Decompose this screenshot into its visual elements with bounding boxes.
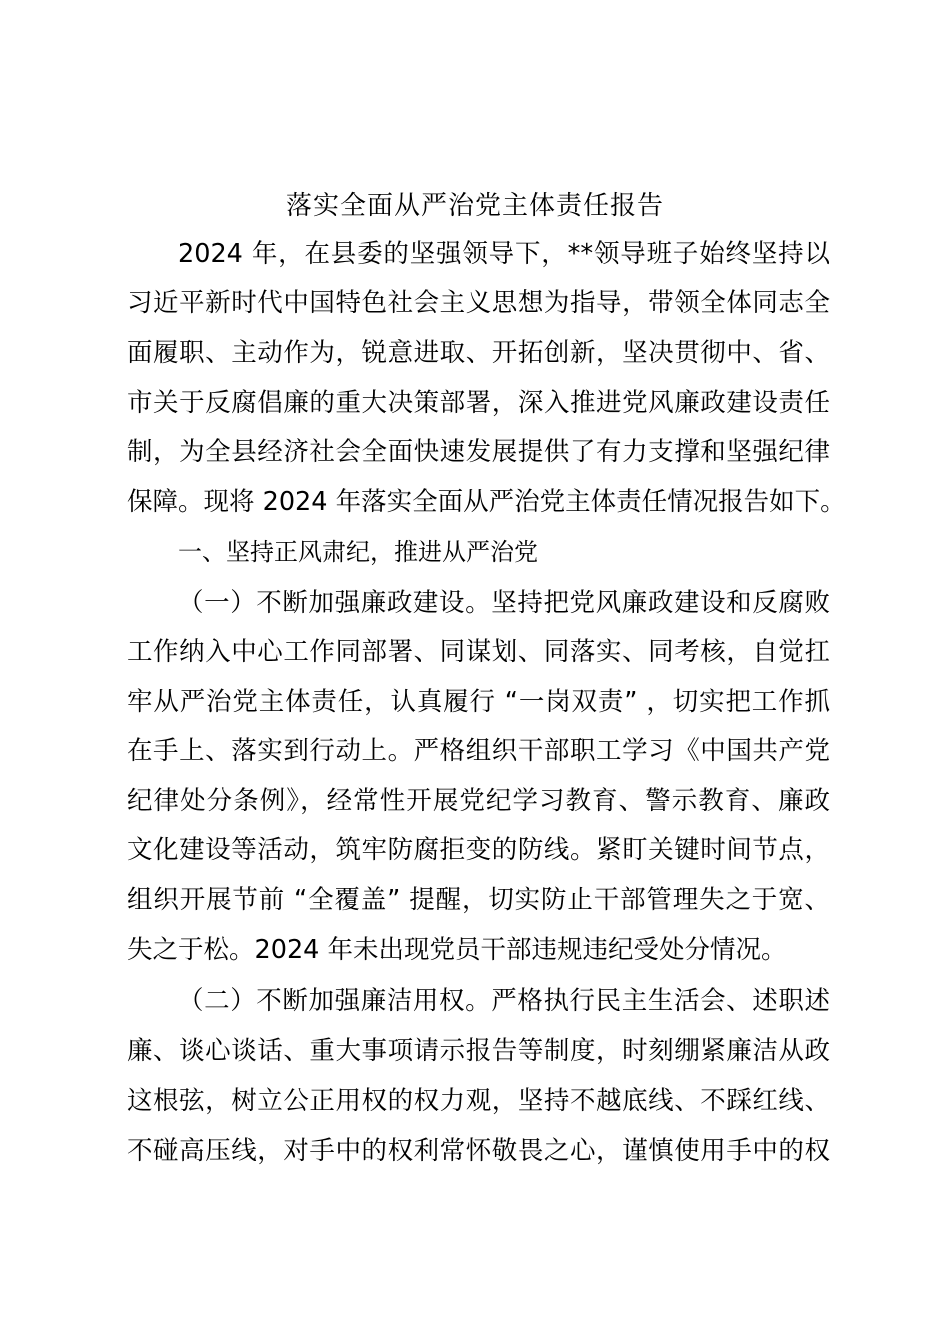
paragraph-line: 制，为全县经济社会全面快速发展提供了有力支撑和坚强纪律 — [127, 437, 830, 467]
paragraph-line: 文化建设等活动，筑牢防腐拒变的防线。紧盯关键时间节点， — [127, 835, 830, 865]
paragraph-line: 廉、谈心谈话、重大事项请示报告等制度，时刻绷紧廉洁从政 — [127, 1036, 830, 1066]
paragraph-line: （一）不断加强廉政建设。坚持把党风廉政建设和反腐败 — [178, 588, 830, 618]
paragraph-line: 习近平新时代中国特色社会主义思想为指导，带领全体同志全 — [127, 288, 830, 318]
paragraph-line: 在手上、落实到行动上。严格组织干部职工学习《中国共产党 — [127, 736, 830, 766]
paragraph-line: 牢从严治党主体责任，认真履行 “一岗双责” ，切实把工作抓 — [127, 687, 830, 717]
paragraph-line: 市关于反腐倡廉的重大决策部署，深入推进党风廉政建设责任 — [127, 388, 830, 418]
paragraph-line: （二）不断加强廉洁用权。严格执行民主生活会、述职述 — [178, 986, 830, 1016]
paragraph-line: 面履职、主动作为，锐意进取、开拓创新，坚决贯彻中、省、 — [127, 338, 830, 368]
paragraph-line: 这根弦，树立公正用权的权力观，坚持不越底线、不踩红线、 — [127, 1086, 830, 1116]
paragraph-line: 失之于松。2024 年未出现党员干部违规违纪受处分情况。 — [127, 935, 787, 965]
paragraph-line: 不碰高压线，对手中的权利常怀敬畏之心，谨慎使用手中的权 — [127, 1136, 830, 1166]
section-heading: 一、坚持正风肃纪，推进从严治党 — [178, 538, 538, 566]
paragraph-line: 工作纳入中心工作同部署、同谋划、同落实、同考核，自觉扛 — [127, 637, 830, 667]
document-title: 落实全面从严治党主体责任报告 — [285, 191, 664, 221]
paragraph-line: 保障。现将 2024 年落实全面从严治党主体责任情况报告如下。 — [127, 487, 846, 517]
paragraph-line: 2024 年，在县委的坚强领导下，**领导班子始终坚持以 — [178, 239, 830, 269]
paragraph-line: 组织开展节前 “全覆盖” 提醒，切实防止干部管理失之于宽、 — [127, 885, 830, 915]
paragraph-line: 纪律处分条例》，经常性开展党纪学习教育、警示教育、廉政 — [127, 786, 830, 816]
